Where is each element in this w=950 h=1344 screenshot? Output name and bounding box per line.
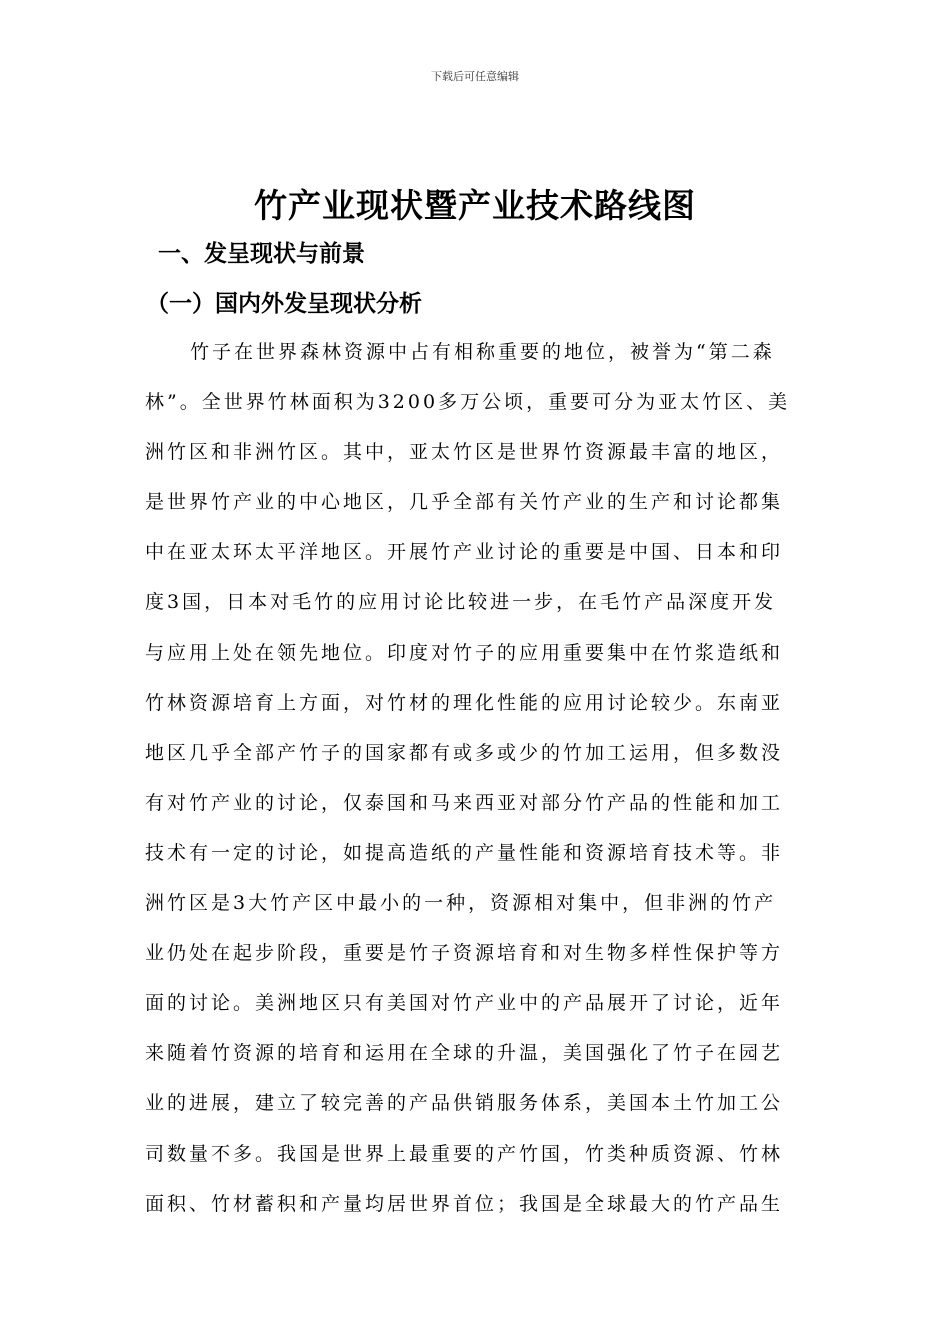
paragraph-line: 司数量不多。我国是世界上最重要的产竹国，竹类种质资源、竹林 bbox=[145, 1142, 784, 1165]
paragraph-line: 来随着竹资源的培育和运用在全球的升温，美国强化了竹子在园艺 bbox=[145, 1042, 784, 1065]
paragraph-line: 林”。全世界竹林面积为3200多万公顷，重要可分为亚太竹区、美 bbox=[145, 391, 791, 414]
paragraph-line: 洲竹区和非洲竹区。其中，亚太竹区是世界竹资源最丰富的地区， bbox=[145, 441, 784, 464]
document-title: 竹产业现状暨产业技术路线图 bbox=[254, 186, 696, 225]
paragraph-line: 竹林资源培育上方面，对竹材的理化性能的应用讨论较少。东南亚 bbox=[145, 691, 784, 714]
paragraph-line: 面的讨论。美洲地区只有美国对竹产业中的产品展开了讨论，近年 bbox=[145, 992, 784, 1015]
paragraph-line: 技术有一定的讨论，如提高造纸的产量性能和资源培育技术等。非 bbox=[145, 841, 784, 864]
paragraph-line: 度3国，日本对毛竹的应用讨论比较进一步，在毛竹产品深度开发 bbox=[145, 591, 777, 614]
body-paragraph bbox=[145, 335, 805, 1237]
paragraph-line: 有对竹产业的讨论，仅泰国和马来西亚对部分竹产品的性能和加工 bbox=[145, 791, 784, 814]
paragraph-line: 业仍处在起步阶段，重要是竹子资源培育和对生物多样性保护等方 bbox=[145, 942, 784, 965]
paragraph-line: 面积、竹材蓄积和产量均居世界首位；我国是全球最大的竹产品生 bbox=[145, 1192, 784, 1215]
paragraph-line: 地区几乎全部产竹子的国家都有或多或少的竹加工运用，但多数没 bbox=[145, 741, 784, 764]
paragraph-line: 中在亚太环太平洋地区。开展竹产业讨论的重要是中国、日本和印 bbox=[145, 541, 784, 564]
header-note: 下载后可任意编辑 bbox=[431, 70, 519, 83]
paragraph-line: 竹子在世界森林资源中占有相称重要的地位，被誉为“第二森 bbox=[190, 341, 775, 363]
paragraph-line: 业的进展，建立了较完善的产品供销服务体系，美国本土竹加工公 bbox=[145, 1092, 784, 1115]
section-heading-1: 一、发呈现状与前景 bbox=[158, 241, 365, 267]
paragraph-line: 洲竹区是3大竹产区中最小的一种，资源相对集中，但非洲的竹产 bbox=[145, 892, 777, 915]
subsection-heading-1-1: （一）国内外发呈现状分析 bbox=[146, 291, 422, 317]
paragraph-line: 是世界竹产业的中心地区，几乎全部有关竹产业的生产和讨论都集 bbox=[145, 491, 784, 514]
paragraph-line: 与应用上处在领先地位。印度对竹子的应用重要集中在竹浆造纸和 bbox=[145, 641, 784, 664]
